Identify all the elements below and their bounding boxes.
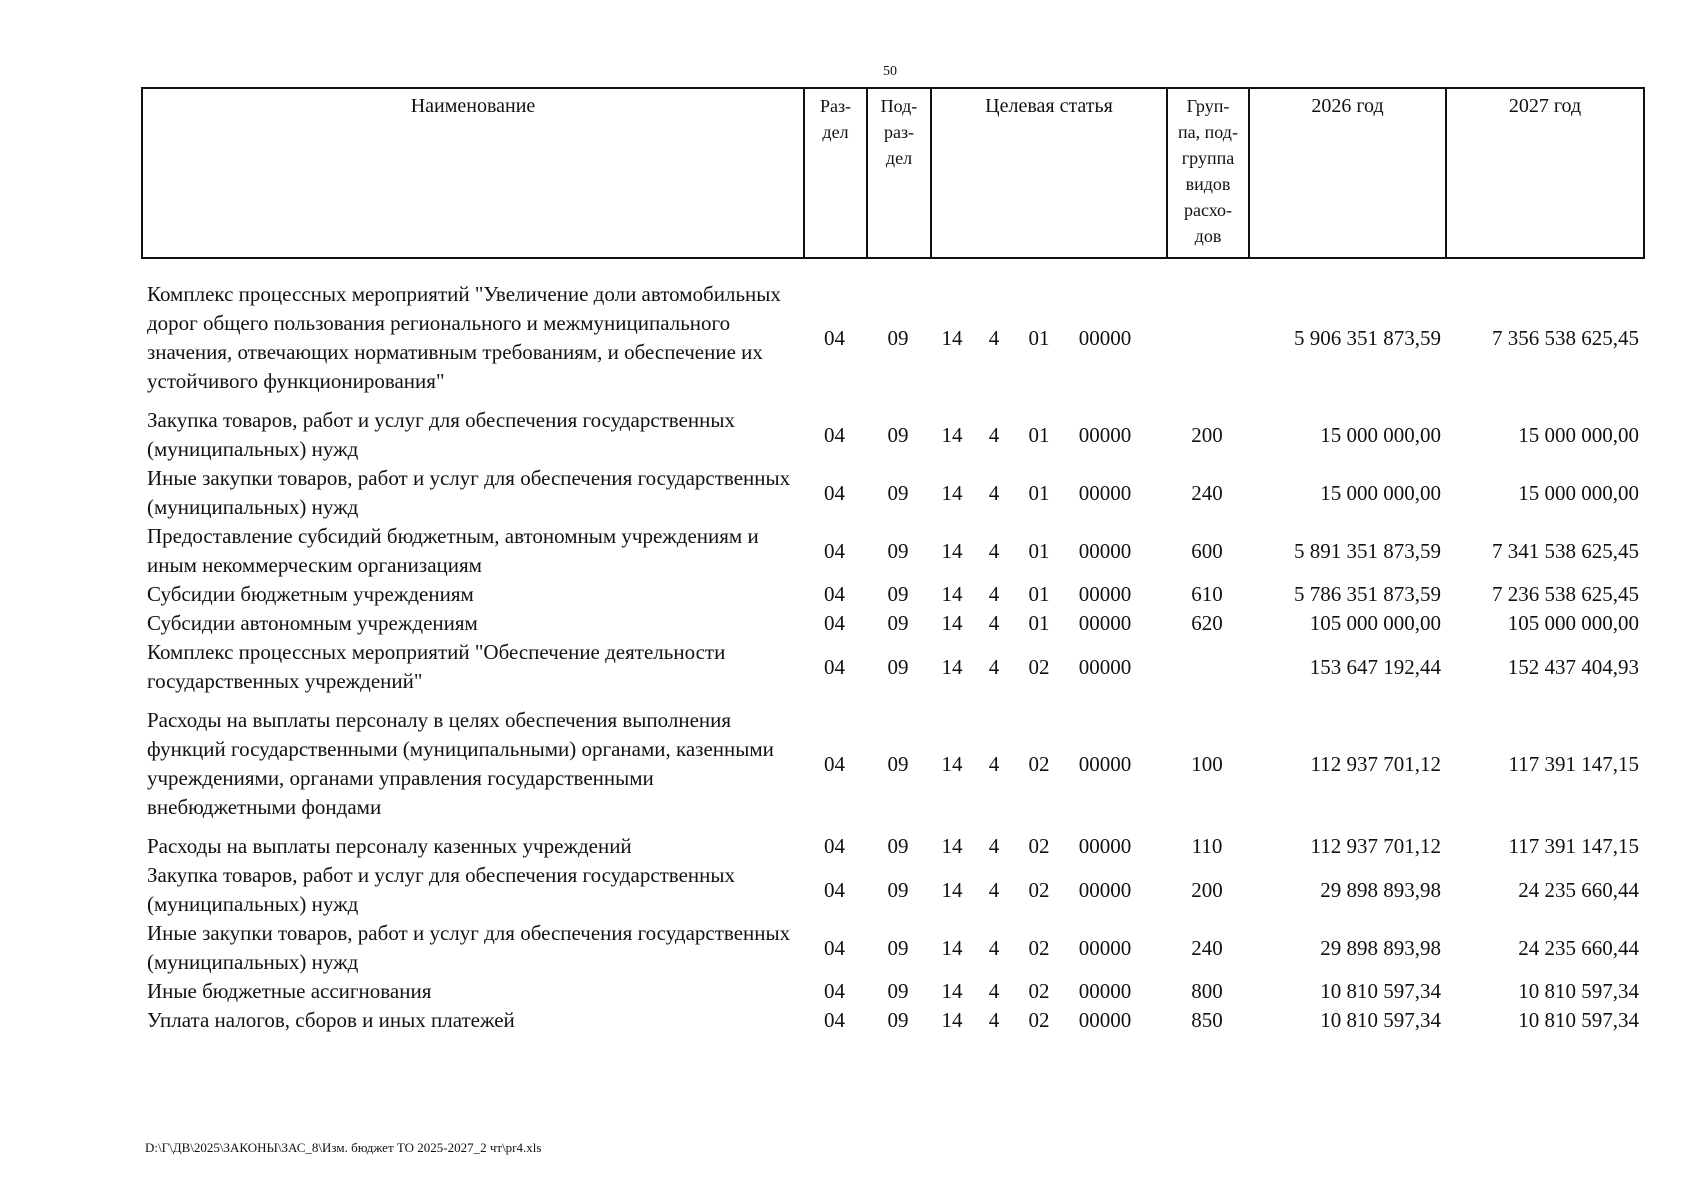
table-row	[141, 861, 1643, 919]
row-subsection: 09	[887, 480, 909, 505]
footer-file-path: D:\Г\ДВ\2025\ЗАКОНЫ\ЗАС_8\Изм. бюджет ТО 2025-2027_2 чт\pr4.xls	[145, 1140, 542, 1155]
target-article-part: 02	[1028, 877, 1050, 902]
row-name: Комплекс процессных мероприятий "Увеличение доли автомобильных дорог общего пользования регионального и межмуниципального значения, отвечающих нормативным требованиям, и обеспечение их устойчивого функционирования"	[147, 282, 781, 393]
row-amount-2027: 117 391 147,15	[1508, 834, 1639, 858]
row-target-article	[930, 464, 1166, 522]
row-section: 04	[824, 877, 845, 902]
target-article-part: 4	[988, 422, 1000, 447]
target-article-part: 02	[1028, 654, 1050, 679]
row-target-article	[930, 1006, 1166, 1035]
row-subsection: 09	[887, 422, 909, 447]
header-year-2026: 2026 год	[1249, 88, 1446, 258]
row-amount-2026: 10 810 597,34	[1320, 979, 1441, 1003]
row-amount-2026: 105 000 000,00	[1309, 611, 1441, 635]
row-section: 04	[824, 834, 845, 858]
row-amount-2026: 29 898 893,98	[1320, 877, 1441, 902]
row-name: Субсидии бюджетным учреждениям	[147, 582, 474, 606]
budget-table-body	[141, 270, 1643, 1035]
target-article-part: 02	[1028, 935, 1050, 960]
table-header	[141, 87, 1645, 259]
table-row	[141, 696, 1643, 832]
row-amount-2026: 112 937 701,12	[1310, 834, 1441, 858]
target-article-part: 4	[988, 611, 1000, 635]
row-name: Комплекс процессных мероприятий "Обеспечение деятельности государственных учреждений"	[147, 640, 726, 693]
target-article-part: 14	[941, 538, 963, 563]
row-section: 04	[824, 480, 845, 505]
row-amount-2027: 7 356 538 625,45	[1492, 325, 1639, 350]
row-target-article	[930, 406, 1166, 464]
row-expense-group: 240	[1191, 935, 1223, 960]
row-target-article	[930, 832, 1166, 861]
target-article-part: 4	[988, 877, 1000, 902]
target-article-part: 00000	[1078, 1008, 1132, 1032]
row-expense-group: 240	[1191, 480, 1223, 505]
row-amount-2027: 7 236 538 625,45	[1492, 582, 1639, 606]
target-article-part: 14	[941, 325, 963, 350]
target-article-part: 14	[941, 611, 963, 635]
row-name: Иные бюджетные ассигнования	[147, 979, 432, 1003]
target-article-part: 4	[988, 325, 1000, 350]
row-expense-group: 610	[1191, 582, 1223, 606]
target-article-part: 00000	[1078, 654, 1132, 679]
table-row	[141, 270, 1643, 406]
row-amount-2026: 15 000 000,00	[1320, 422, 1441, 447]
row-amount-2026: 5 891 351 873,59	[1294, 538, 1441, 563]
row-subsection: 09	[887, 751, 909, 776]
table-row	[141, 406, 1643, 464]
target-article-part: 14	[941, 480, 963, 505]
row-target-article	[930, 977, 1166, 1006]
row-target-article	[930, 609, 1166, 638]
target-article-part: 14	[941, 751, 963, 776]
header-section: Раз- дел	[804, 88, 867, 258]
target-article-part: 00000	[1078, 935, 1132, 960]
page-number: 50	[883, 64, 897, 79]
target-article-part: 00000	[1078, 751, 1132, 776]
row-section: 04	[824, 751, 845, 776]
row-name: Субсидии автономным учреждениям	[147, 611, 478, 635]
target-article-part: 00000	[1078, 325, 1132, 350]
row-name: Расходы на выплаты персоналу в целях обеспечения выполнения функций государственными (муниципальными) органами, казенными учреждениями, органами управления государственными внебюджетными фондами	[147, 708, 774, 819]
row-subsection: 09	[887, 979, 909, 1003]
row-section: 04	[824, 935, 845, 960]
target-article-part: 02	[1028, 979, 1050, 1003]
target-article-part: 00000	[1078, 538, 1132, 563]
row-name: Иные закупки товаров, работ и услуг для обеспечения государственных (муниципальных) нужд	[147, 921, 791, 974]
row-amount-2027: 152 437 404,93	[1507, 654, 1639, 679]
target-article-part: 02	[1028, 751, 1050, 776]
row-subsection: 09	[887, 935, 909, 960]
row-amount-2027: 24 235 660,44	[1518, 877, 1639, 902]
target-article-part: 4	[988, 538, 1000, 563]
row-amount-2026: 15 000 000,00	[1320, 480, 1441, 505]
row-expense-group: 600	[1191, 538, 1223, 563]
row-amount-2027: 105 000 000,00	[1507, 611, 1639, 635]
row-subsection: 09	[887, 877, 909, 902]
row-target-article	[930, 861, 1166, 919]
row-expense-group: 800	[1191, 979, 1223, 1003]
row-target-article	[930, 696, 1166, 832]
row-name: Закупка товаров, работ и услуг для обеспечения государственных (муниципальных) нужд	[147, 408, 736, 461]
table-row	[141, 638, 1643, 696]
row-name: Закупка товаров, работ и услуг для обеспечения государственных (муниципальных) нужд	[147, 863, 736, 916]
target-article-part: 01	[1028, 611, 1050, 635]
row-amount-2026: 5 786 351 873,59	[1294, 582, 1441, 606]
target-article-part: 14	[941, 582, 963, 606]
row-section: 04	[824, 654, 845, 679]
target-article-part: 02	[1028, 834, 1050, 858]
row-target-article	[930, 270, 1166, 406]
target-article-part: 01	[1028, 325, 1050, 350]
row-subsection: 09	[887, 538, 909, 563]
target-article-part: 4	[988, 1008, 1000, 1032]
row-target-article	[930, 919, 1166, 977]
target-article-part: 14	[941, 1008, 963, 1032]
row-name: Расходы на выплаты персоналу казенных учреждений	[147, 834, 632, 858]
row-section: 04	[824, 611, 845, 635]
table-row	[141, 1006, 1643, 1035]
row-target-article	[930, 638, 1166, 696]
row-section: 04	[824, 582, 845, 606]
row-target-article	[930, 580, 1166, 609]
row-section: 04	[824, 979, 845, 1003]
row-expense-group	[1166, 270, 1248, 406]
row-amount-2026: 29 898 893,98	[1320, 935, 1441, 960]
row-name: Предоставление субсидий бюджетным, автономным учреждениям и иным некоммерческим организациям	[147, 524, 759, 577]
table-row	[141, 580, 1643, 609]
header-subsection: Под- раз- дел	[867, 88, 931, 258]
target-article-part: 14	[941, 834, 963, 858]
row-section: 04	[824, 325, 845, 350]
row-amount-2026: 153 647 192,44	[1309, 654, 1441, 679]
table-row	[141, 919, 1643, 977]
row-expense-group: 110	[1191, 834, 1223, 858]
row-amount-2026: 5 906 351 873,59	[1294, 325, 1441, 350]
row-expense-group: 200	[1191, 422, 1223, 447]
header-target-article: Целевая статья	[931, 88, 1167, 258]
row-section: 04	[824, 1008, 845, 1032]
row-subsection: 09	[887, 654, 909, 679]
header-year-2027: 2027 год	[1446, 88, 1644, 258]
table-row	[141, 522, 1643, 580]
target-article-part: 00000	[1078, 582, 1132, 606]
row-section: 04	[824, 538, 845, 563]
row-subsection: 09	[887, 1008, 909, 1032]
target-article-part: 00000	[1078, 979, 1132, 1003]
row-amount-2027: 117 391 147,15	[1508, 751, 1639, 776]
row-amount-2027: 15 000 000,00	[1518, 422, 1639, 447]
target-article-part: 4	[988, 834, 1000, 858]
target-article-part: 4	[988, 979, 1000, 1003]
row-amount-2026: 10 810 597,34	[1320, 1008, 1441, 1032]
target-article-part: 02	[1028, 1008, 1050, 1032]
row-amount-2027: 10 810 597,34	[1518, 979, 1639, 1003]
row-name: Уплата налогов, сборов и иных платежей	[147, 1008, 515, 1032]
row-amount-2027: 15 000 000,00	[1518, 480, 1639, 505]
target-article-part: 4	[988, 751, 1000, 776]
target-article-part: 4	[988, 654, 1000, 679]
target-article-part: 14	[941, 654, 963, 679]
budget-table	[141, 270, 1643, 1035]
table-row	[141, 977, 1643, 1006]
row-subsection: 09	[887, 582, 909, 606]
row-amount-2027: 7 341 538 625,45	[1492, 538, 1639, 563]
target-article-part: 4	[988, 480, 1000, 505]
header-name: Наименование	[142, 88, 804, 258]
table-row	[141, 464, 1643, 522]
target-article-part: 00000	[1078, 877, 1132, 902]
target-article-part: 01	[1028, 538, 1050, 563]
row-expense-group: 100	[1191, 751, 1223, 776]
target-article-part: 14	[941, 935, 963, 960]
target-article-part: 01	[1028, 480, 1050, 505]
target-article-part: 00000	[1078, 480, 1132, 505]
row-subsection: 09	[887, 325, 909, 350]
row-expense-group: 850	[1191, 1008, 1223, 1032]
target-article-part: 14	[941, 979, 963, 1003]
header-expense-group: Груп- па, под- группа видов расхо- дов	[1167, 88, 1249, 258]
target-article-part: 14	[941, 422, 963, 447]
row-section: 04	[824, 422, 845, 447]
target-article-part: 00000	[1078, 422, 1132, 447]
table-row	[141, 609, 1643, 638]
row-amount-2026: 112 937 701,12	[1310, 751, 1441, 776]
row-amount-2027: 24 235 660,44	[1518, 935, 1639, 960]
target-article-part: 01	[1028, 422, 1050, 447]
row-subsection: 09	[887, 611, 909, 635]
target-article-part: 00000	[1078, 611, 1132, 635]
row-name: Иные закупки товаров, работ и услуг для обеспечения государственных (муниципальных) нужд	[147, 466, 791, 519]
row-amount-2027: 10 810 597,34	[1518, 1008, 1639, 1032]
row-expense-group	[1166, 638, 1248, 696]
row-expense-group: 620	[1191, 611, 1223, 635]
row-expense-group: 200	[1191, 877, 1223, 902]
target-article-part: 4	[988, 935, 1000, 960]
table-row	[141, 832, 1643, 861]
row-subsection: 09	[887, 834, 909, 858]
row-target-article	[930, 522, 1166, 580]
target-article-part: 01	[1028, 582, 1050, 606]
target-article-part: 14	[941, 877, 963, 902]
target-article-part: 00000	[1078, 834, 1132, 858]
target-article-part: 4	[988, 582, 1000, 606]
